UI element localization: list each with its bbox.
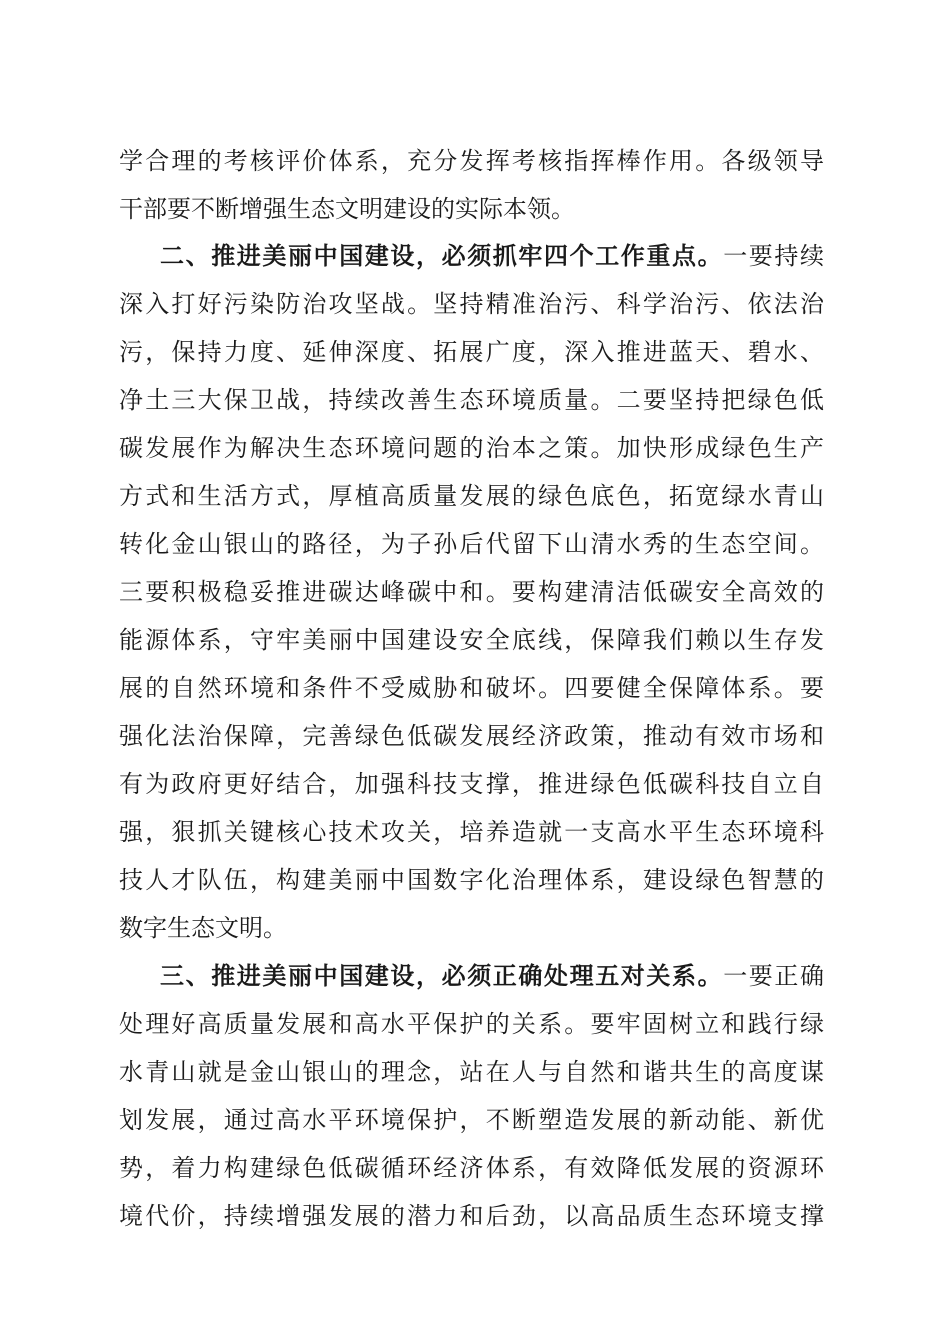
- text-line: 划发展，通过高水平环境保护，不断塑造发展的新动能、新优: [119, 1106, 824, 1134]
- section-heading-3: 三、推进美丽中国建设，必须正确处理五对关系。: [160, 962, 724, 990]
- text-line: 强，狠抓关键核心技术攻关，培养造就一支高水平生态环境科: [119, 818, 824, 846]
- section-heading-2: 二、推进美丽中国建设，必须抓牢四个工作重点。: [160, 242, 724, 270]
- text-line: 能源体系，守牢美丽中国建设安全底线，保障我们赖以生存发: [119, 626, 824, 654]
- text-line: 碳发展作为解决生态环境问题的治本之策。加快形成绿色生产: [119, 434, 824, 462]
- paragraph-3-first-line: [160, 956, 824, 996]
- text-line: 境代价，持续增强发展的潜力和后劲，以高品质生态环境支撑: [119, 1202, 824, 1230]
- text-line: 强化法治保障，完善绿色低碳发展经济政策，推动有效市场和: [119, 722, 824, 750]
- text-line: 学合理的考核评价体系，充分发挥考核指挥棒作用。各级领导: [119, 147, 824, 175]
- text-line: 水青山就是金山银山的理念，站在人与自然和谐共生的高度谋: [119, 1058, 824, 1086]
- text-line: 技人才队伍，构建美丽中国数字化治理体系，建设绿色智慧的: [119, 866, 824, 894]
- text-line: 净土三大保卫战，持续改善生态环境质量。二要坚持把绿色低: [119, 386, 824, 414]
- text-line: 深入打好污染防治攻坚战。坚持精准治污、科学治污、依法治: [119, 290, 824, 318]
- text-line: 展的自然环境和条件不受威胁和破坏。四要健全保障体系。要: [119, 674, 824, 702]
- text-line: 数字生态文明。: [119, 914, 287, 942]
- text-run: 一要持续: [723, 242, 825, 270]
- text-line: 污，保持力度、延伸深度、拓展广度，深入推进蓝天、碧水、: [119, 338, 824, 366]
- text-line: 干部要不断增强生态文明建设的实际本领。: [119, 195, 575, 223]
- text-line: 有为政府更好结合，加强科技支撑，推进绿色低碳科技自立自: [119, 770, 824, 798]
- text-run: 一要正确: [723, 962, 825, 990]
- text-line: 势，着力构建绿色低碳循环经济体系，有效降低发展的资源环: [119, 1154, 824, 1182]
- text-line: 三要积极稳妥推进碳达峰碳中和。要构建清洁低碳安全高效的: [119, 578, 824, 606]
- text-line: 处理好高质量发展和高水平保护的关系。要牢固树立和践行绿: [119, 1010, 824, 1038]
- paragraph-2-first-line: [160, 236, 824, 276]
- text-line: 方式和生活方式，厚植高质量发展的绿色底色，拓宽绿水青山: [119, 482, 824, 510]
- text-line: 转化金山银山的路径，为子孙后代留下山清水秀的生态空间。: [119, 530, 824, 558]
